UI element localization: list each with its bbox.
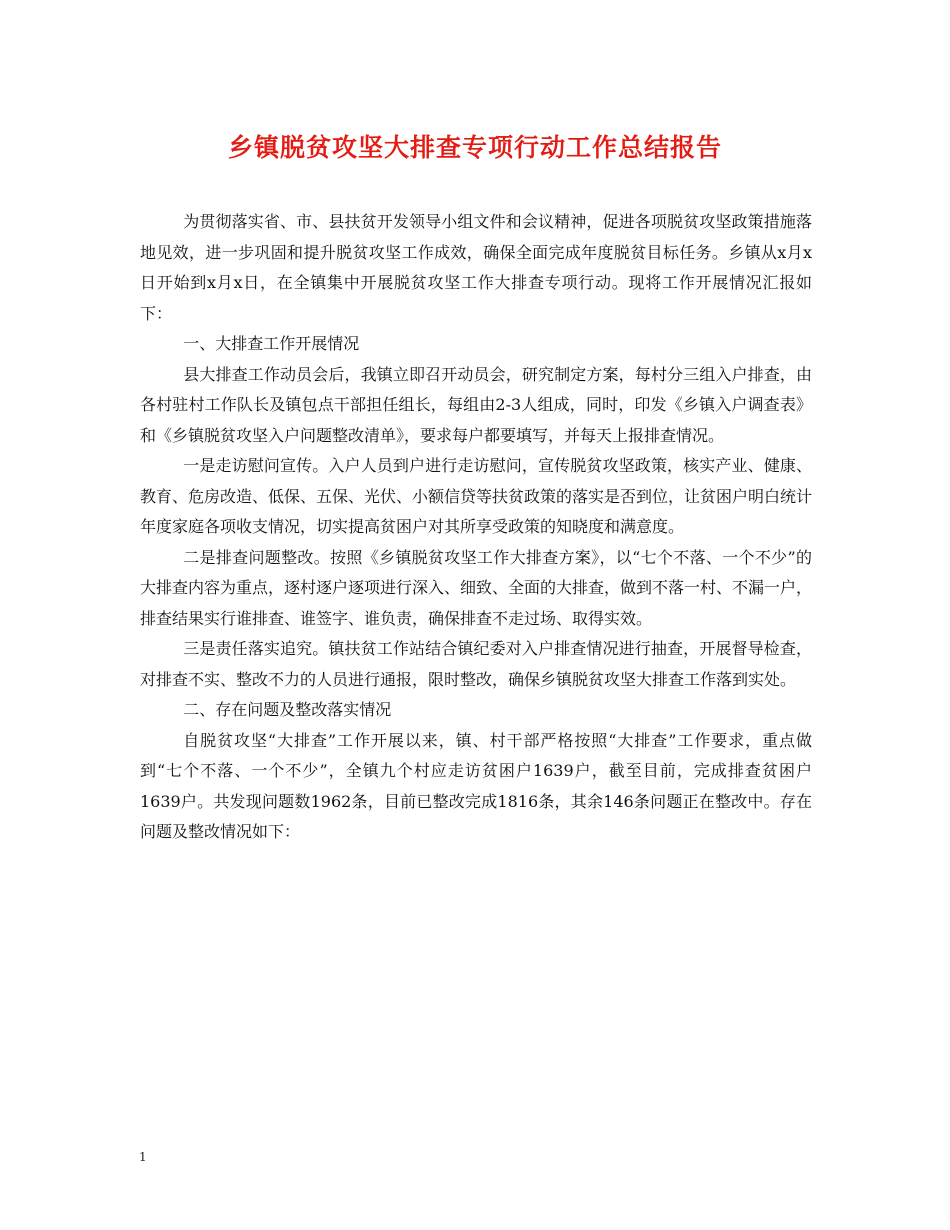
section-heading-2: 二、存在问题及整改落实情况 xyxy=(183,700,392,719)
paragraph-mobilization: 县大排查工作动员会后，我镇立即召开动员会，研究制定方案，每村分三组入户排查，由各村驻村工作队长及镇包点干部担任组长，每组由2-3人组成，同时，印发《乡镇入户调查表》和《乡镇脱贫攻坚入户问题整改清单》，要求每户都要填写，并每天上报排查情况。 xyxy=(140,364,812,445)
page-number: 1 xyxy=(139,1150,147,1164)
document-title: 乡镇脱贫攻坚大排查专项行动工作总结报告 xyxy=(227,133,722,162)
paragraph-rectification: 二是排查问题整改。按照《乡镇脱贫攻坚工作大排查方案》，以“七个不落、一个不少”的大排查内容为重点，逐村逐户逐项进行深入、细致、全面的大排查，做到不落一村、不漏一户，排查结果实行谁排查、谁签字、谁负责，确保排查不走过场、取得实效。 xyxy=(140,547,813,628)
paragraph-accountability: 三是责任落实追究。镇扶贫工作站结合镇纪委对入户排查情况进行抽查，开展督导检查，对排查不实、整改不力的人员进行通报，限时整改，确保乡镇脱贫攻坚大排查工作落到实处。 xyxy=(140,639,812,689)
document-body xyxy=(140,207,812,848)
section-heading-1: 一、大排查工作开展情况 xyxy=(183,334,360,353)
paragraph-intro: 为贯彻落实省、市、县扶贫开发领导小组文件和会议精神，促进各项脱贫攻坚政策措施落地见效，进一步巩固和提升脱贫攻坚工作成效，确保全面完成年度脱贫目标任务。乡镇从x月x日开始到x月x日，在全镇集中开展脱贫攻坚工作大排查专项行动。现将工作开展情况汇报如下： xyxy=(140,212,812,323)
paragraph-visit: 一是走访慰问宣传。入户人员到户进行走访慰问，宣传脱贫攻坚政策，核实产业、健康、教育、危房改造、低保、五保、光伏、小额信贷等扶贫政策的落实是否到位，让贫困户明白统计年度家庭各项收支情况，切实提高贫困户对其所享受政策的知晓度和满意度。 xyxy=(140,456,813,536)
paragraph-problems: 自脱贫攻坚“大排查”工作开展以来，镇、村干部严格按照“大排查”工作要求，重点做到“七个不落、一个不少”，全镇九个村应走访贫困户1639户，截至目前，完成排查贫困户1639户。共发现问题数1962条，目前已整改完成1816条，其余146条问题正在整改中。存在问题及整改情况如下： xyxy=(140,730,812,841)
